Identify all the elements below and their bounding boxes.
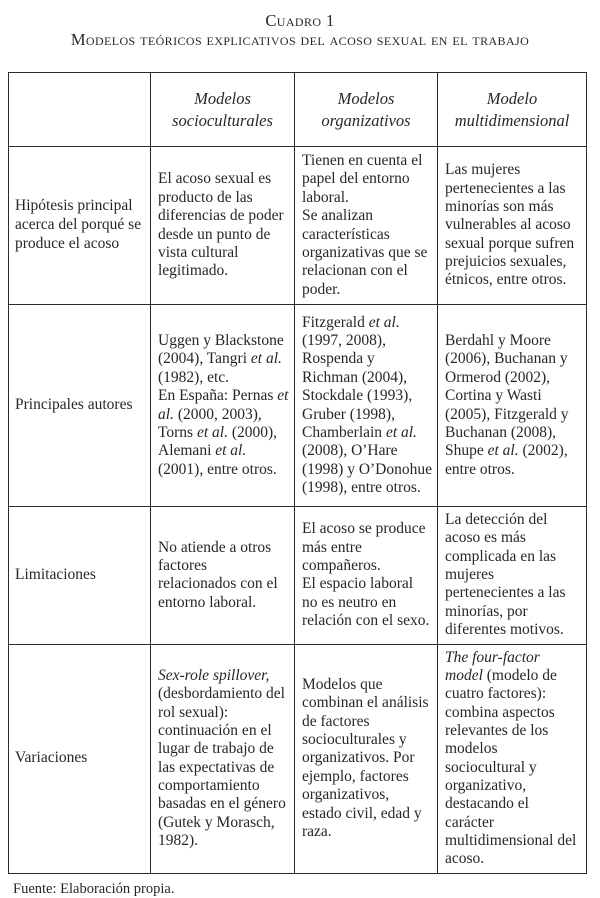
cell-limitaciones-organizativos: El acoso se produce más entre compañeros. El espacio laboral no es neutro en relación con el sexo. [295,507,438,645]
cell-autores-socioculturales: Uggen y Blackstone (2004), Tangri et al. (1982), etc. En España: Pernas et al. (2000, 2003), Torns et al. (2000), Alemani et al. (2001), entre otros. [151,305,295,507]
corner-empty-cell [9,73,151,147]
table-row-variaciones [9,644,587,873]
models-comparison-table [8,72,587,874]
cell-variaciones-socioculturales: Sex-role spillover, (desbordamiento del rol sexual): continuación en el lugar de trabajo de las expectativas de comportamiento basadas en el género (Gutek y Morasch, 1982). [151,644,295,873]
table-title [0,0,600,49]
cell-hipotesis-organizativos: Tienen en cuenta el papel del entorno laboral. Se analizan características organizativas que se relacionan con el poder. [295,147,438,305]
cell-hipotesis-socioculturales: El acoso sexual es producto de las diferencias de poder desde un punto de vista cultural legitimado. [151,147,295,305]
cell-autores-organizativos: Fitzgerald et al. (1997, 2008), Rospenda y Richman (2004), Stockdale (1993), Gruber (1998), Chamberlain et al. (2008), O’Hare (1998) y O’Donohue (1998), entre otros. [295,305,438,507]
cell-variaciones-multidimensional: The four-factor model (modelo de cuatro factores): combina aspectos relevantes de los modelos sociocultural y organizativo, destacando el carácter multidimensional del acoso. [438,644,587,873]
row-header-autores: Principales autores [9,305,151,507]
table-number: Cuadro 1 [265,11,335,30]
cell-hipotesis-multidimensional: Las mujeres pertenecientes a las minorías son más vulnerables al acoso sexual porque sufren prejuicios sexuales, étnicos, entre otros. [438,147,587,305]
table-caption: Modelos teóricos explicativos del acoso sexual en el trabajo [70,30,530,49]
cell-autores-multidimensional: Berdahl y Moore (2006), Buchanan y Ormerod (2002), Cortina y Wasti (2005), Fitzgerald y Buchanan (2008), Shupe et al. (2002), entre otros. [438,305,587,507]
cell-variaciones-organizativos: Modelos que combinan el análisis de factores socioculturales y organizativos. Por ejemplo, factores organizativos, estado civil, edad y raza. [295,644,438,873]
column-header-row [9,73,587,147]
col-header-organizativos: Modelos organizativos [295,73,438,147]
table-row-autores [9,305,587,507]
table-row-limitaciones [9,507,587,645]
col-header-socioculturales: Modelos socioculturales [151,73,295,147]
cell-limitaciones-multidimensional: La detección del acoso es más complicada en las mujeres pertenecientes a las minorías, por diferentes motivos. [438,507,587,645]
cell-limitaciones-socioculturales: No atiende a otros factores relacionados con el entorno laboral. [151,507,295,645]
row-header-limitaciones: Limitaciones [9,507,151,645]
row-header-hipotesis: Hipótesis principal acerca del porqué se produce el acoso [9,147,151,305]
col-header-multidimensional: Modelo multidimensional [438,73,587,147]
row-header-variaciones: Variaciones [9,644,151,873]
source-note: Fuente: Elaboración propia. [13,880,175,897]
table-row-hipotesis [9,147,587,305]
